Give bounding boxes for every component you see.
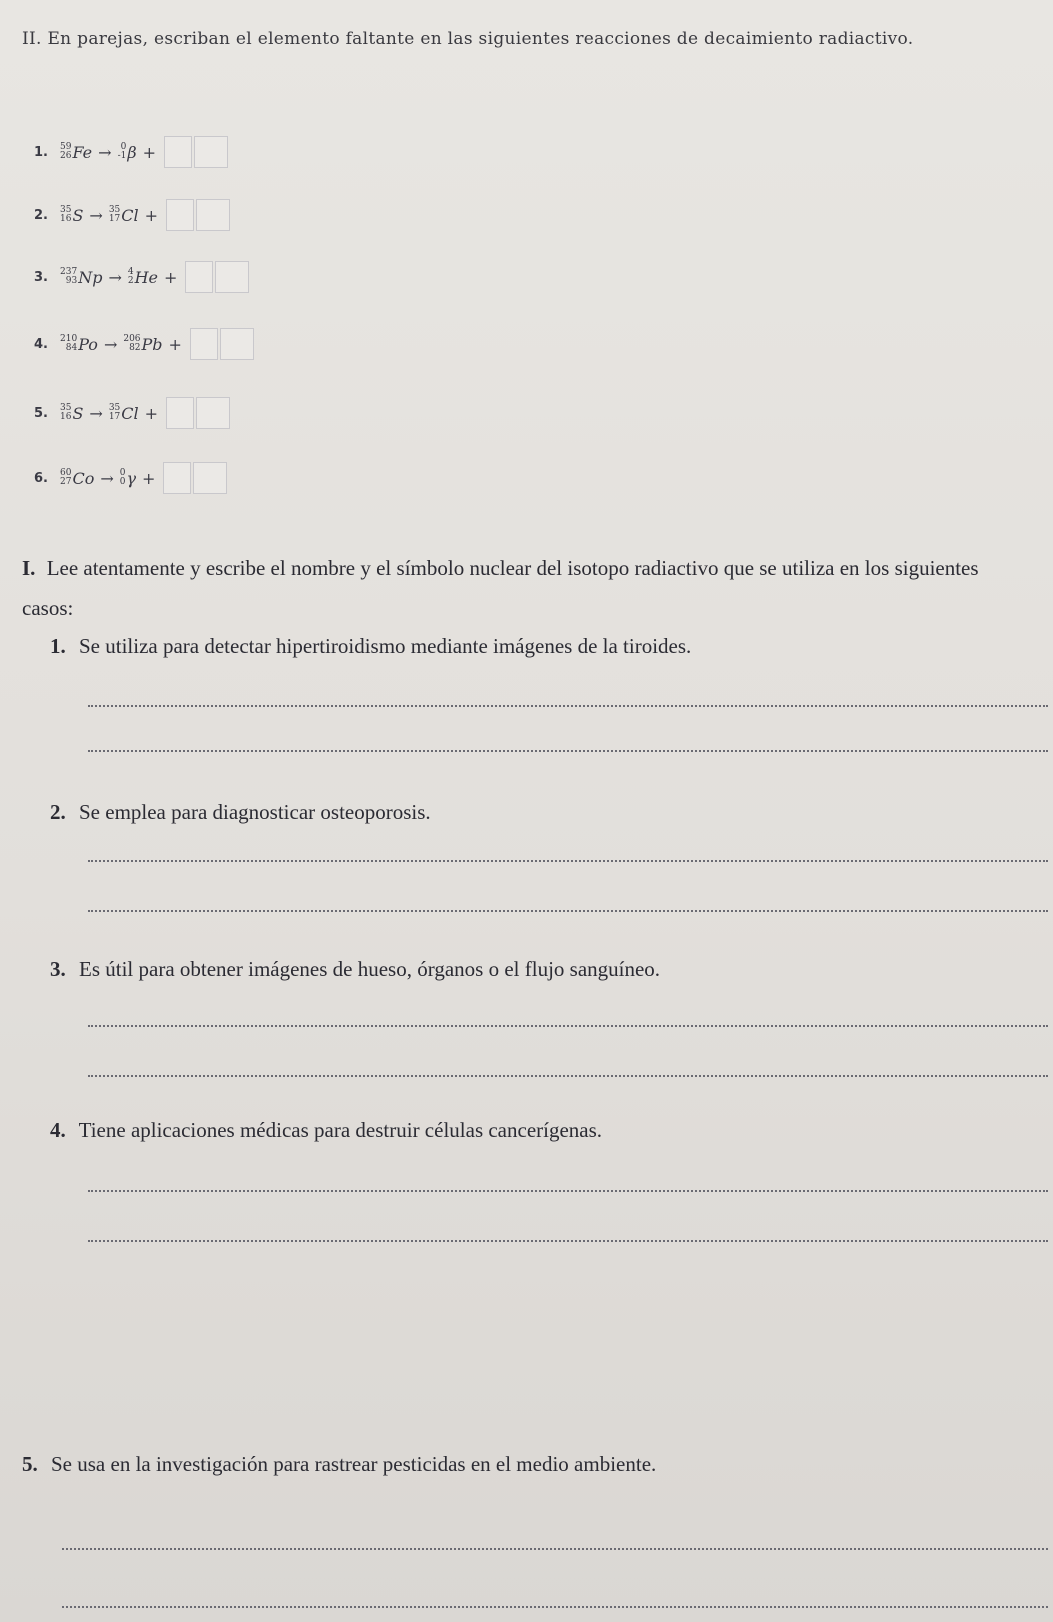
plus-sign: + — [168, 334, 182, 354]
question-2 — [50, 800, 1040, 825]
answer-line[interactable] — [62, 1606, 1048, 1608]
question-number: 4. — [50, 1118, 66, 1142]
reactant-nuclide: 237 93 Np — [60, 267, 103, 287]
arrow-icon: → — [89, 403, 103, 423]
product-nuclide: 35 17 Cl — [108, 205, 139, 225]
question-1 — [50, 634, 1040, 659]
arrow-icon: → — [103, 334, 118, 354]
reactant-nuclide: 59 26 Fe — [60, 142, 93, 162]
answer-line[interactable] — [88, 1075, 1048, 1077]
reactant-nuclide: 35 16 S — [60, 205, 84, 225]
reaction-number: 2. — [34, 207, 48, 223]
product-nuclide: 206 82 Pb — [123, 334, 163, 354]
answer-line[interactable] — [88, 910, 1048, 912]
answer-box-symbol[interactable] — [220, 328, 254, 360]
question-text: Se utiliza para detectar hipertiroidismo mediante imágenes de la tiroides. — [79, 634, 692, 658]
product-nuclide: 0 0 γ — [119, 468, 137, 488]
question-5 — [22, 1452, 1012, 1477]
question-4 — [50, 1118, 1040, 1143]
section-i-instructions — [22, 548, 1032, 628]
answer-box-small[interactable] — [163, 462, 191, 494]
answer-line[interactable] — [88, 705, 1048, 707]
answer-line[interactable] — [88, 1025, 1048, 1027]
answer-line[interactable] — [62, 1548, 1048, 1550]
reactant-nuclide: 210 84 Po — [60, 334, 98, 354]
answer-line[interactable] — [88, 860, 1048, 862]
answer-box-symbol[interactable] — [196, 397, 230, 429]
question-text: Se emplea para diagnosticar osteoporosis. — [79, 800, 431, 824]
question-number: 5. — [22, 1452, 38, 1476]
reactant-nuclide: 35 16 S — [60, 403, 84, 423]
plus-sign: + — [144, 205, 159, 225]
reaction-4 — [34, 329, 254, 359]
reaction-number: 4. — [34, 336, 48, 352]
product-nuclide: 4 2 He — [127, 267, 158, 287]
answer-box-small[interactable] — [166, 397, 194, 429]
question-text: Es útil para obtener imágenes de hueso, órganos o el flujo sanguíneo. — [79, 957, 661, 981]
product-nuclide: 0 -1 β — [117, 142, 137, 162]
reaction-1 — [34, 137, 228, 167]
reactant-nuclide: 60 27 Co — [60, 468, 95, 488]
question-3 — [50, 957, 1040, 982]
answer-box-symbol[interactable] — [196, 199, 230, 231]
answer-box-symbol[interactable] — [194, 136, 228, 168]
section-i-numeral: I. — [22, 556, 36, 580]
reaction-number: 3. — [34, 269, 48, 285]
arrow-icon: → — [89, 205, 103, 225]
reaction-number: 6. — [34, 470, 48, 486]
answer-box-small[interactable] — [164, 136, 192, 168]
question-text: Tiene aplicaciones médicas para destruir células cancerígenas. — [78, 1118, 603, 1142]
plus-sign: + — [142, 142, 156, 162]
section-ii-instructions — [22, 22, 1022, 56]
section-i-text: Lee atentamente y escribe el nombre y el símbolo nuclear del isotopo radiactivo que se utiliza en los siguientes casos: — [22, 556, 979, 620]
answer-line[interactable] — [88, 1190, 1048, 1192]
answer-box-small[interactable] — [185, 261, 213, 293]
answer-box-small[interactable] — [190, 328, 218, 360]
question-number: 2. — [50, 800, 66, 824]
answer-box-symbol[interactable] — [215, 261, 249, 293]
answer-box-symbol[interactable] — [193, 462, 227, 494]
arrow-icon: → — [108, 267, 122, 287]
reaction-number: 5. — [34, 405, 48, 421]
plus-sign: + — [164, 267, 178, 287]
reaction-6 — [34, 463, 227, 493]
arrow-icon: → — [98, 142, 112, 162]
section-ii-numeral: II. — [22, 29, 42, 49]
reaction-3 — [34, 262, 249, 292]
arrow-icon: → — [100, 468, 114, 488]
reaction-5 — [34, 398, 230, 428]
plus-sign: + — [144, 403, 159, 423]
product-nuclide: 35 17 Cl — [108, 403, 139, 423]
answer-box-small[interactable] — [166, 199, 194, 231]
question-number: 1. — [50, 634, 66, 658]
section-ii-text: En parejas, escriban el elemento faltante en las siguientes reacciones de decaimiento radiactivo. — [47, 29, 914, 49]
plus-sign: + — [142, 468, 156, 488]
answer-line[interactable] — [88, 750, 1048, 752]
question-number: 3. — [50, 957, 66, 981]
reaction-2 — [34, 200, 230, 230]
reaction-number: 1. — [34, 144, 48, 160]
answer-line[interactable] — [88, 1240, 1048, 1242]
question-text: Se usa en la investigación para rastrear pesticidas en el medio ambiente. — [51, 1452, 657, 1476]
